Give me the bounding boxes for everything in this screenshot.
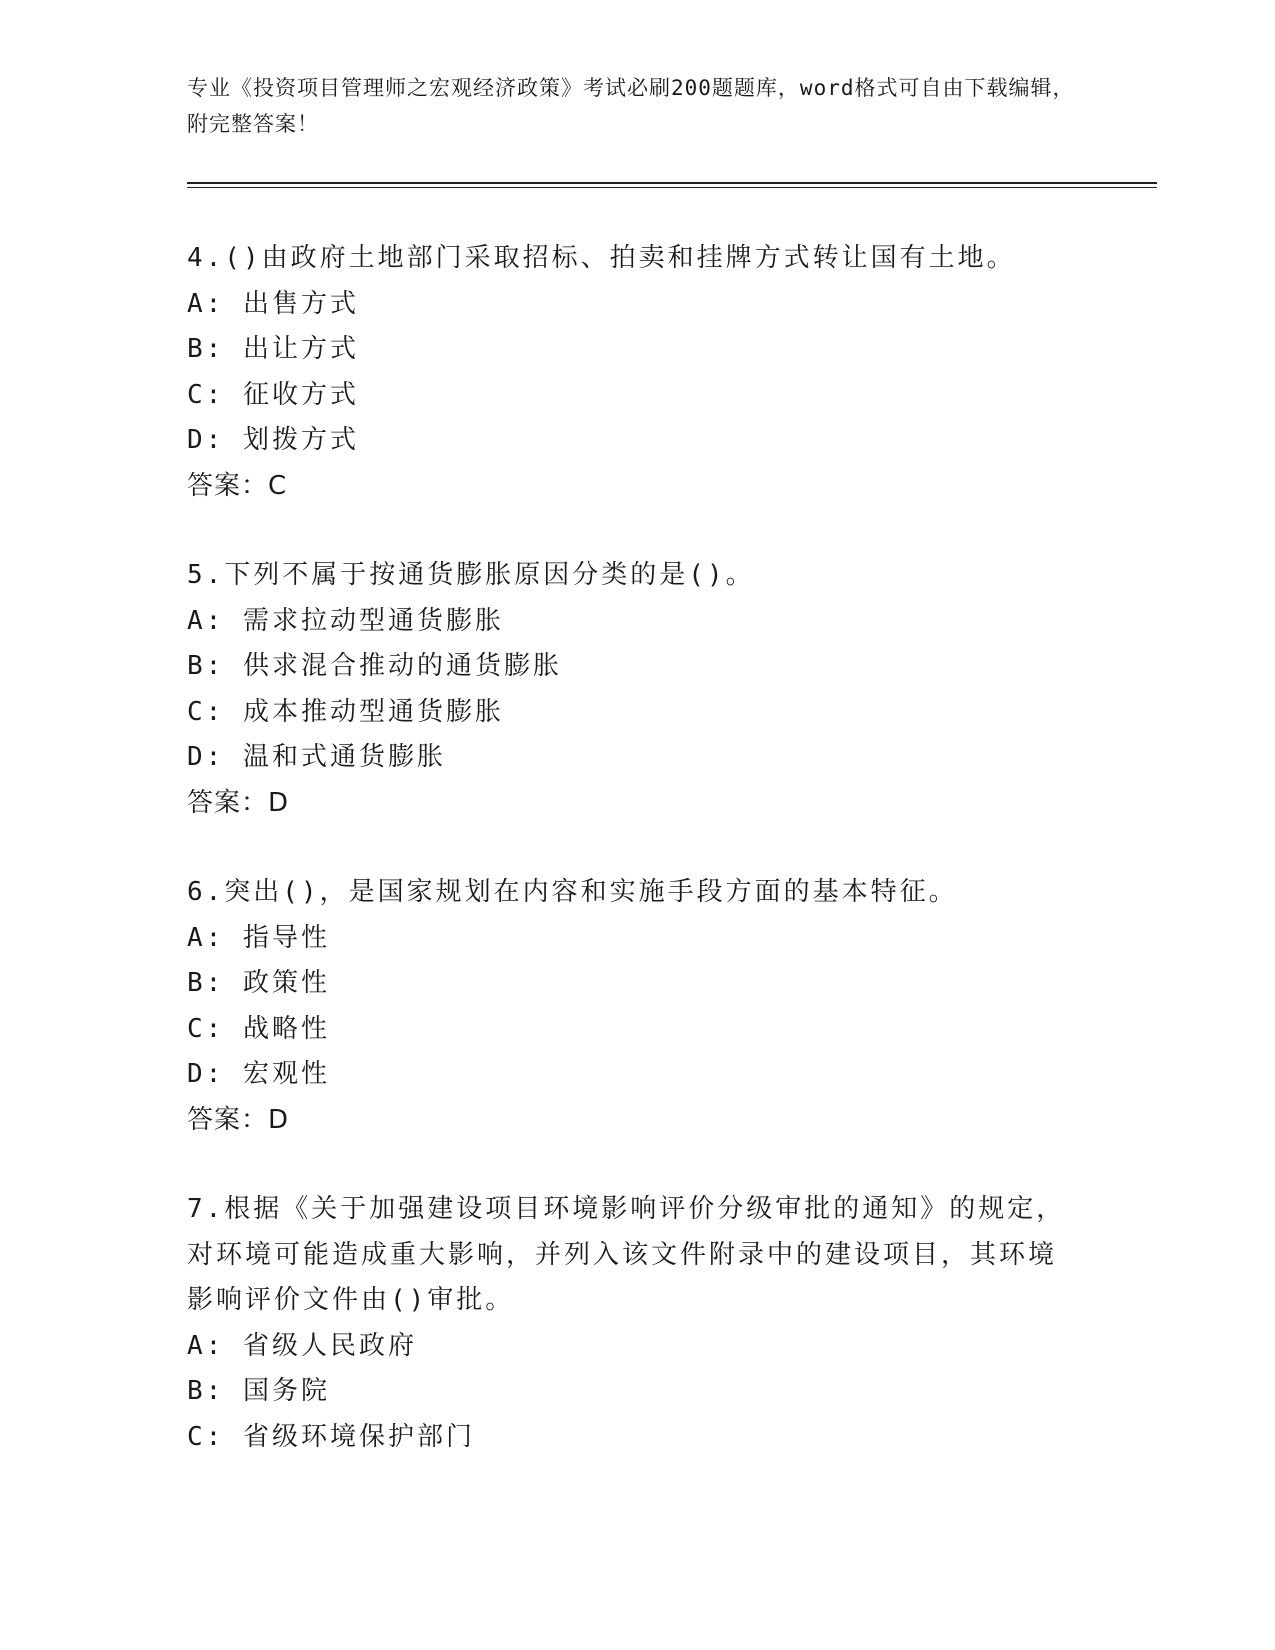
option-b: B: 供求混合推动的通货膨胀 [187,651,562,681]
question-list [187,236,1157,1460]
question-5 [187,553,1157,826]
option-a: A: 省级人民政府 [187,1330,417,1361]
header-divider [187,182,1157,188]
option-c: C: 成本推动型通货膨胀 [187,696,504,727]
option-a: A: 指导性 [187,922,330,953]
option-c: C: 征收方式 [187,379,359,410]
option-c: C: 省级环境保护部门 [187,1421,475,1452]
question-4 [187,236,1157,509]
option-d: D: 划拨方式 [187,425,359,455]
option-c: C: 战略性 [187,1013,330,1044]
option-b: B: 政策性 [187,968,330,998]
answer: 答案：C [187,470,288,501]
option-d: D: 温和式通货膨胀 [187,742,446,772]
question-stem: 5.下列不属于按通货膨胀原因分类的是()。 [187,560,755,590]
option-d: D: 宏观性 [187,1059,330,1089]
option-a: A: 需求拉动型通货膨胀 [187,605,504,636]
answer: 答案：D [187,1104,290,1135]
document-page [187,70,1157,1504]
question-6 [187,870,1157,1143]
option-a: A: 出售方式 [187,288,359,319]
option-b: B: 出让方式 [187,334,359,364]
question-stem: 7.根据《关于加强建设项目环境影响评价分级审批的通知》的规定，对环境可能造成重大影响，并列入该文件附录中的建设项目，其环境影响评价文件由()审批。 [187,1194,1066,1315]
document-header: 专业《投资项目管理师之宏观经济政策》考试必刷200题题库，word格式可自由下载编辑，附完整答案！ [187,76,1075,136]
question-stem: 6.突出()，是国家规划在内容和实施手段方面的基本特征。 [187,877,958,907]
answer: 答案：D [187,787,290,818]
option-b: B: 国务院 [187,1376,330,1406]
question-stem: 4.()由政府土地部门采取招标、拍卖和挂牌方式转让国有土地。 [187,243,1016,273]
question-7 [187,1187,1157,1460]
